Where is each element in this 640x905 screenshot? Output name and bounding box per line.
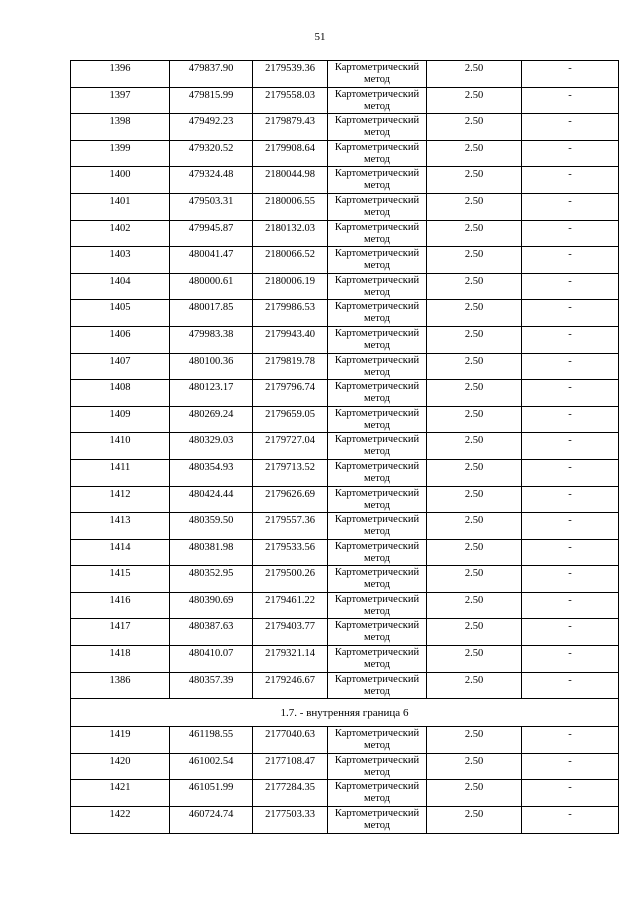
method-cell: Картометрический метод bbox=[328, 753, 427, 780]
point-number-cell: 1412 bbox=[71, 486, 170, 513]
y-coordinate-cell: 2179908.64 bbox=[253, 140, 328, 167]
table-row bbox=[71, 87, 619, 114]
point-number-cell: 1407 bbox=[71, 353, 170, 380]
y-coordinate-cell: 2179539.36 bbox=[253, 61, 328, 88]
table-row bbox=[71, 672, 619, 699]
note-cell: - bbox=[522, 380, 619, 407]
method-cell: Картометрический метод bbox=[328, 780, 427, 807]
y-coordinate-cell: 2177503.33 bbox=[253, 807, 328, 834]
point-number-cell: 1422 bbox=[71, 807, 170, 834]
method-cell: Картометрический метод bbox=[328, 433, 427, 460]
table-row bbox=[71, 727, 619, 754]
table-row bbox=[71, 380, 619, 407]
method-cell: Картометрический метод bbox=[328, 114, 427, 141]
y-coordinate-cell: 2179403.77 bbox=[253, 619, 328, 646]
point-number-cell: 1409 bbox=[71, 406, 170, 433]
x-coordinate-cell: 479837.90 bbox=[170, 61, 253, 88]
method-cell: Картометрический метод bbox=[328, 539, 427, 566]
note-cell: - bbox=[522, 780, 619, 807]
accuracy-cell: 2.50 bbox=[427, 406, 522, 433]
note-cell: - bbox=[522, 140, 619, 167]
x-coordinate-cell: 460724.74 bbox=[170, 807, 253, 834]
accuracy-cell: 2.50 bbox=[427, 247, 522, 274]
note-cell: - bbox=[522, 753, 619, 780]
y-coordinate-cell: 2179557.36 bbox=[253, 513, 328, 540]
x-coordinate-cell: 480410.07 bbox=[170, 646, 253, 673]
accuracy-cell: 2.50 bbox=[427, 167, 522, 194]
accuracy-cell: 2.50 bbox=[427, 780, 522, 807]
point-number-cell: 1417 bbox=[71, 619, 170, 646]
point-number-cell: 1413 bbox=[71, 513, 170, 540]
note-cell: - bbox=[522, 326, 619, 353]
point-number-cell: 1396 bbox=[71, 61, 170, 88]
x-coordinate-cell: 479945.87 bbox=[170, 220, 253, 247]
method-cell: Картометрический метод bbox=[328, 619, 427, 646]
accuracy-cell: 2.50 bbox=[427, 114, 522, 141]
point-number-cell: 1402 bbox=[71, 220, 170, 247]
note-cell: - bbox=[522, 513, 619, 540]
x-coordinate-cell: 461198.55 bbox=[170, 727, 253, 754]
note-cell: - bbox=[522, 406, 619, 433]
note-cell: - bbox=[522, 646, 619, 673]
method-cell: Картометрический метод bbox=[328, 300, 427, 327]
method-cell: Картометрический метод bbox=[328, 646, 427, 673]
method-cell: Картометрический метод bbox=[328, 353, 427, 380]
accuracy-cell: 2.50 bbox=[427, 566, 522, 593]
point-number-cell: 1400 bbox=[71, 167, 170, 194]
accuracy-cell: 2.50 bbox=[427, 140, 522, 167]
accuracy-cell: 2.50 bbox=[427, 380, 522, 407]
accuracy-cell: 2.50 bbox=[427, 592, 522, 619]
x-coordinate-cell: 480357.39 bbox=[170, 672, 253, 699]
accuracy-cell: 2.50 bbox=[427, 61, 522, 88]
point-number-cell: 1386 bbox=[71, 672, 170, 699]
x-coordinate-cell: 479983.38 bbox=[170, 326, 253, 353]
y-coordinate-cell: 2179461.22 bbox=[253, 592, 328, 619]
x-coordinate-cell: 480381.98 bbox=[170, 539, 253, 566]
y-coordinate-cell: 2177040.63 bbox=[253, 727, 328, 754]
point-number-cell: 1415 bbox=[71, 566, 170, 593]
x-coordinate-cell: 480354.93 bbox=[170, 459, 253, 486]
method-cell: Картометрический метод bbox=[328, 513, 427, 540]
table-row bbox=[71, 646, 619, 673]
table-row bbox=[71, 539, 619, 566]
table-row bbox=[71, 247, 619, 274]
note-cell: - bbox=[522, 87, 619, 114]
x-coordinate-cell: 479324.48 bbox=[170, 167, 253, 194]
note-cell: - bbox=[522, 727, 619, 754]
accuracy-cell: 2.50 bbox=[427, 459, 522, 486]
note-cell: - bbox=[522, 273, 619, 300]
point-number-cell: 1401 bbox=[71, 193, 170, 220]
table-row bbox=[71, 406, 619, 433]
table-row bbox=[71, 300, 619, 327]
note-cell: - bbox=[522, 539, 619, 566]
y-coordinate-cell: 2179321.14 bbox=[253, 646, 328, 673]
point-number-cell: 1397 bbox=[71, 87, 170, 114]
note-cell: - bbox=[522, 459, 619, 486]
method-cell: Картометрический метод bbox=[328, 220, 427, 247]
method-cell: Картометрический метод bbox=[328, 167, 427, 194]
method-cell: Картометрический метод bbox=[328, 592, 427, 619]
note-cell: - bbox=[522, 167, 619, 194]
table-row bbox=[71, 353, 619, 380]
table-row bbox=[71, 592, 619, 619]
point-number-cell: 1411 bbox=[71, 459, 170, 486]
x-coordinate-cell: 479492.23 bbox=[170, 114, 253, 141]
page-number: 51 bbox=[314, 31, 326, 43]
accuracy-cell: 2.50 bbox=[427, 193, 522, 220]
x-coordinate-cell: 461002.54 bbox=[170, 753, 253, 780]
y-coordinate-cell: 2179727.04 bbox=[253, 433, 328, 460]
y-coordinate-cell: 2179819.78 bbox=[253, 353, 328, 380]
x-coordinate-cell: 480123.17 bbox=[170, 380, 253, 407]
y-coordinate-cell: 2179879.43 bbox=[253, 114, 328, 141]
table-row bbox=[71, 459, 619, 486]
method-cell: Картометрический метод bbox=[328, 326, 427, 353]
y-coordinate-cell: 2179943.40 bbox=[253, 326, 328, 353]
table-row bbox=[71, 486, 619, 513]
y-coordinate-cell: 2179533.56 bbox=[253, 539, 328, 566]
accuracy-cell: 2.50 bbox=[427, 273, 522, 300]
y-coordinate-cell: 2179626.69 bbox=[253, 486, 328, 513]
method-cell: Картометрический метод bbox=[328, 459, 427, 486]
method-cell: Картометрический метод bbox=[328, 486, 427, 513]
point-number-cell: 1414 bbox=[71, 539, 170, 566]
method-cell: Картометрический метод bbox=[328, 807, 427, 834]
accuracy-cell: 2.50 bbox=[427, 807, 522, 834]
point-number-cell: 1399 bbox=[71, 140, 170, 167]
table-row bbox=[71, 619, 619, 646]
section-title: 1.7. - внутренняя граница 6 bbox=[71, 699, 619, 727]
table-row bbox=[71, 140, 619, 167]
y-coordinate-cell: 2177284.35 bbox=[253, 780, 328, 807]
x-coordinate-cell: 480424.44 bbox=[170, 486, 253, 513]
x-coordinate-cell: 480041.47 bbox=[170, 247, 253, 274]
point-number-cell: 1398 bbox=[71, 114, 170, 141]
x-coordinate-cell: 479320.52 bbox=[170, 140, 253, 167]
coordinates-table bbox=[70, 60, 619, 834]
note-cell: - bbox=[522, 61, 619, 88]
point-number-cell: 1405 bbox=[71, 300, 170, 327]
accuracy-cell: 2.50 bbox=[427, 513, 522, 540]
y-coordinate-cell: 2180006.55 bbox=[253, 193, 328, 220]
note-cell: - bbox=[522, 300, 619, 327]
method-cell: Картометрический метод bbox=[328, 193, 427, 220]
point-number-cell: 1406 bbox=[71, 326, 170, 353]
x-coordinate-cell: 480359.50 bbox=[170, 513, 253, 540]
table-row bbox=[71, 513, 619, 540]
table-row bbox=[71, 326, 619, 353]
y-coordinate-cell: 2180044.98 bbox=[253, 167, 328, 194]
x-coordinate-cell: 480390.69 bbox=[170, 592, 253, 619]
y-coordinate-cell: 2180006.19 bbox=[253, 273, 328, 300]
note-cell: - bbox=[522, 566, 619, 593]
x-coordinate-cell: 480100.36 bbox=[170, 353, 253, 380]
accuracy-cell: 2.50 bbox=[427, 326, 522, 353]
y-coordinate-cell: 2177108.47 bbox=[253, 753, 328, 780]
method-cell: Картометрический метод bbox=[328, 672, 427, 699]
point-number-cell: 1403 bbox=[71, 247, 170, 274]
accuracy-cell: 2.50 bbox=[427, 300, 522, 327]
y-coordinate-cell: 2179246.67 bbox=[253, 672, 328, 699]
method-cell: Картометрический метод bbox=[328, 727, 427, 754]
note-cell: - bbox=[522, 220, 619, 247]
point-number-cell: 1420 bbox=[71, 753, 170, 780]
x-coordinate-cell: 461051.99 bbox=[170, 780, 253, 807]
note-cell: - bbox=[522, 433, 619, 460]
accuracy-cell: 2.50 bbox=[427, 87, 522, 114]
section-header-group bbox=[71, 699, 619, 727]
x-coordinate-cell: 479815.99 bbox=[170, 87, 253, 114]
y-coordinate-cell: 2180132.03 bbox=[253, 220, 328, 247]
method-cell: Картометрический метод bbox=[328, 61, 427, 88]
accuracy-cell: 2.50 bbox=[427, 672, 522, 699]
y-coordinate-cell: 2180066.52 bbox=[253, 247, 328, 274]
accuracy-cell: 2.50 bbox=[427, 433, 522, 460]
y-coordinate-cell: 2179500.26 bbox=[253, 566, 328, 593]
method-cell: Картометрический метод bbox=[328, 140, 427, 167]
note-cell: - bbox=[522, 353, 619, 380]
method-cell: Картометрический метод bbox=[328, 566, 427, 593]
point-number-cell: 1421 bbox=[71, 780, 170, 807]
table-row bbox=[71, 780, 619, 807]
table-row bbox=[71, 753, 619, 780]
table-row bbox=[71, 273, 619, 300]
note-cell: - bbox=[522, 619, 619, 646]
y-coordinate-cell: 2179558.03 bbox=[253, 87, 328, 114]
point-number-cell: 1408 bbox=[71, 380, 170, 407]
point-number-cell: 1418 bbox=[71, 646, 170, 673]
x-coordinate-cell: 480352.95 bbox=[170, 566, 253, 593]
method-cell: Картометрический метод bbox=[328, 406, 427, 433]
point-number-cell: 1410 bbox=[71, 433, 170, 460]
accuracy-cell: 2.50 bbox=[427, 539, 522, 566]
table-row bbox=[71, 114, 619, 141]
note-cell: - bbox=[522, 247, 619, 274]
method-cell: Картометрический метод bbox=[328, 380, 427, 407]
note-cell: - bbox=[522, 807, 619, 834]
x-coordinate-cell: 480000.61 bbox=[170, 273, 253, 300]
x-coordinate-cell: 480387.63 bbox=[170, 619, 253, 646]
method-cell: Картометрический метод bbox=[328, 273, 427, 300]
table-row bbox=[71, 167, 619, 194]
table-row bbox=[71, 193, 619, 220]
point-number-cell: 1404 bbox=[71, 273, 170, 300]
table-row bbox=[71, 566, 619, 593]
table-body-group-a bbox=[71, 61, 619, 699]
y-coordinate-cell: 2179796.74 bbox=[253, 380, 328, 407]
point-number-cell: 1416 bbox=[71, 592, 170, 619]
x-coordinate-cell: 480017.85 bbox=[170, 300, 253, 327]
accuracy-cell: 2.50 bbox=[427, 619, 522, 646]
accuracy-cell: 2.50 bbox=[427, 727, 522, 754]
table-row bbox=[71, 807, 619, 834]
y-coordinate-cell: 2179986.53 bbox=[253, 300, 328, 327]
accuracy-cell: 2.50 bbox=[427, 220, 522, 247]
table-row bbox=[71, 433, 619, 460]
accuracy-cell: 2.50 bbox=[427, 486, 522, 513]
x-coordinate-cell: 480269.24 bbox=[170, 406, 253, 433]
method-cell: Картометрический метод bbox=[328, 247, 427, 274]
note-cell: - bbox=[522, 193, 619, 220]
note-cell: - bbox=[522, 114, 619, 141]
table-row bbox=[71, 220, 619, 247]
y-coordinate-cell: 2179713.52 bbox=[253, 459, 328, 486]
method-cell: Картометрический метод bbox=[328, 87, 427, 114]
accuracy-cell: 2.50 bbox=[427, 353, 522, 380]
accuracy-cell: 2.50 bbox=[427, 646, 522, 673]
point-number-cell: 1419 bbox=[71, 727, 170, 754]
note-cell: - bbox=[522, 672, 619, 699]
table-row bbox=[71, 61, 619, 88]
x-coordinate-cell: 480329.03 bbox=[170, 433, 253, 460]
section-row bbox=[71, 699, 619, 727]
table-body-group-b bbox=[71, 727, 619, 833]
x-coordinate-cell: 479503.31 bbox=[170, 193, 253, 220]
accuracy-cell: 2.50 bbox=[427, 753, 522, 780]
y-coordinate-cell: 2179659.05 bbox=[253, 406, 328, 433]
note-cell: - bbox=[522, 486, 619, 513]
note-cell: - bbox=[522, 592, 619, 619]
